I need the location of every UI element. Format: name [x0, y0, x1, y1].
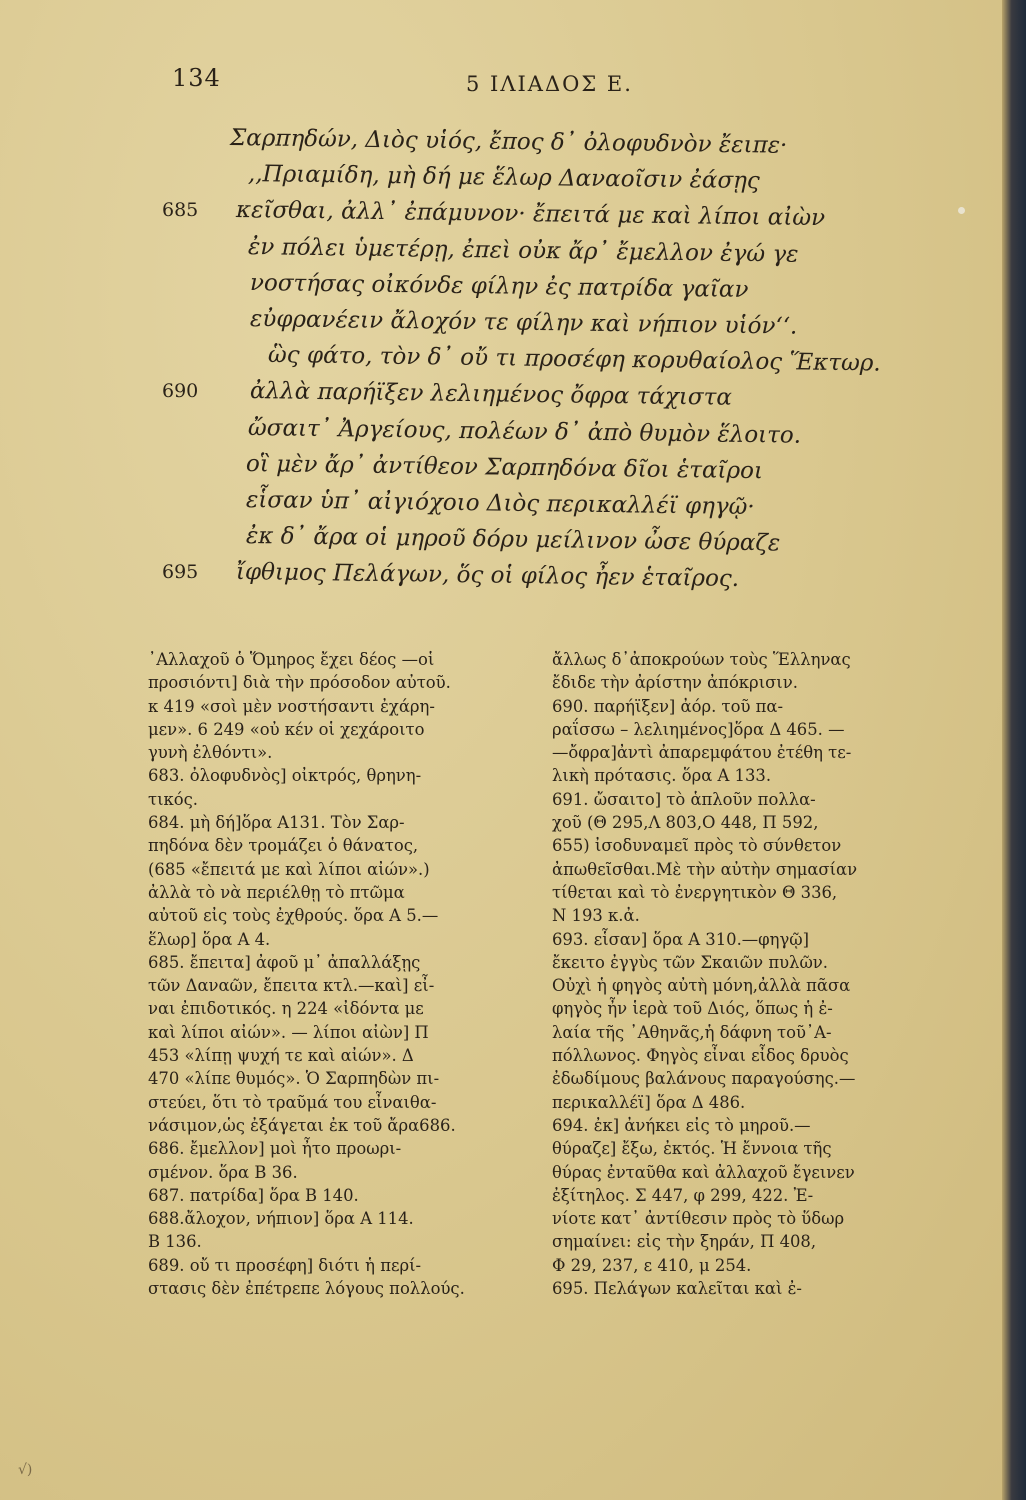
verse-line-number: 690 — [162, 380, 199, 403]
page-number: 134 — [172, 64, 221, 92]
commentary-line: τίθεται καὶ τὸ ἐνεργητικὸν Θ 336, — [552, 882, 838, 902]
commentary-line: Φ 29, 237, ε 410, μ 254. — [552, 1255, 752, 1275]
commentary-line: λαία τῆς ᾿Αθηνᾶς,ἡ δάφνη τοῦ᾿Α- — [552, 1022, 832, 1042]
verse-line: κεῖσθαι, ἀλλ᾽ ἐπάμυνον· ἔπειτά με καὶ λίποι αἰὼν — [235, 197, 826, 232]
commentary-line: 691. ὤσαιτο] τὸ ἁπλοῦν πολλα- — [552, 789, 816, 809]
commentary-line: (685 «ἔπειτά με καὶ λίποι αἰών».) — [148, 859, 430, 879]
commentary-line: ἔκειτο ἐγγὺς τῶν Σκαιῶν πυλῶν. — [552, 952, 828, 972]
commentary-line: τικός. — [148, 789, 198, 809]
commentary-line: ἄλλως δ᾽ἀποκρούων τοὺς Ἕλληνας — [552, 650, 851, 669]
commentary-line: μεν». 6 249 «οὐ κέν οἱ χεχάροιτο — [148, 719, 425, 739]
commentary-line: 689. οὔ τι προσέφη] διότι ἡ περί- — [148, 1255, 422, 1275]
commentary-line: τῶν Δαναῶν, ἔπειτα κτλ.—καὶ] εἶ- — [148, 976, 435, 996]
margin-mark: √) — [18, 1462, 33, 1478]
commentary-line: 693. εἷσαν] ὅρα Α 310.—φηγῷ] — [552, 929, 810, 949]
commentary-line: περικαλλέϊ] ὅρα Δ 486. — [552, 1092, 746, 1112]
commentary-right-column — [552, 648, 902, 1300]
commentary-line: ἀλλὰ τὸ νὰ περιέλθῃ τὸ πτῶμα — [148, 882, 405, 902]
commentary-line: 470 «λίπε θυμός». Ὁ Σαρπηδὼν πι- — [148, 1069, 440, 1089]
verse-line: Σαρπηδών, Διὸς υἱός, ἔπος δ᾽ ὀλοφυδνὸν ἔειπε· — [229, 125, 788, 159]
verse-line-number: 695 — [162, 561, 199, 584]
verse-line: νοστήσας οἰκόνδε φίλην ἐς πατρίδα γαῖαν — [249, 269, 749, 303]
verse-line: εὐφρανέειν ἄλοχόν τε φίλην καὶ νήπιον υἱόν‘‘. — [249, 306, 798, 340]
commentary-line: 694. ἐκ] ἀνήκει εἰς τὸ μηροῦ.— — [552, 1115, 811, 1135]
verse-line: ὤσαιτ᾽ Ἀργείους, πολέων δ᾽ ἀπὸ θυμὸν ἕλοιτο. — [247, 414, 802, 449]
commentary-line: ἐδωδίμους βαλάνους παραγούσης.— — [552, 1069, 856, 1089]
commentary-line: σμένον. ὅρα Β 36. — [148, 1162, 298, 1182]
verse-line: ἐν πόλει ὑμετέρῃ, ἐπεὶ οὐκ ἄρ᾽ ἔμελλον ἐγώ γε — [247, 233, 799, 268]
commentary-line: 655) ἰσοδυναμεῖ πρὸς τὸ σύνθετον — [552, 836, 842, 856]
commentary-left-column — [148, 648, 538, 1300]
commentary-line: σημαίνει: εἰς τὴν ξηράν, Π 408, — [552, 1232, 817, 1252]
verse-line: εἷσαν ὑπ᾽ αἰγιόχοιο Διὸς περικαλλέϊ φηγῷ· — [245, 487, 755, 521]
commentary-line: 688.ἄλοχον, νήπιον] ὅρα Α 114. — [148, 1209, 414, 1229]
commentary-line: ναι ἐπιδοτικός. η 224 «ἰδόντα με — [148, 999, 424, 1019]
running-title: 5 ΙΛΙΑΔΟΣ Ε. — [466, 72, 633, 96]
commentary-line: 684. μὴ δή]ὅρα Α131. Τὸν Σαρ- — [148, 813, 405, 833]
commentary-line: γυνὴ ἐλθόντι». — [148, 743, 273, 763]
commentary-line: στασις δὲν ἐπέτρεπε λόγους πολλούς. — [148, 1279, 465, 1299]
commentary-line: πηδόνα δὲν τρομάζει ὁ θάνατος, — [148, 836, 419, 856]
verse-line: ,,Πριαμίδη, μὴ δή με ἕλωρ Δαναοῖσιν ἐάσῃς — [247, 161, 760, 195]
commentary-line: ἐξίτηλος. Σ 447, φ 299, 422. Ἐ- — [552, 1185, 814, 1205]
verse-line: ἀλλὰ παρήϊξεν λελιημένος ὄφρα τάχιστα — [249, 378, 733, 412]
commentary-line: νίοτε κατ᾽ ἀντίθεσιν πρὸς τὸ ὕδωρ — [552, 1209, 845, 1229]
commentary-line: 687. πατρίδα] ὅρα Β 140. — [148, 1185, 359, 1205]
verse-line: οἳ μὲν ἄρ᾽ ἀντίθεον Σαρπηδόνα δῖοι ἑταῖροι — [245, 450, 764, 485]
commentary-line: αὐτοῦ εἰς τοὺς ἐχθρούς. ὅρα Α 5.— — [148, 906, 439, 926]
commentary-line: ἕλωρ] ὅρα Α 4. — [148, 929, 271, 949]
commentary-line: λικὴ πρότασις. ὅρα Α 133. — [552, 766, 772, 786]
commentary-line: 685. ἔπειτα] ἀφοῦ μ᾽ ἀπαλλάξῃς — [148, 952, 421, 972]
commentary-line: θύρας ἐνταῦθα καὶ ἀλλαχοῦ ἔγεινεν — [552, 1162, 855, 1182]
commentary-line: προσιόντι] διὰ τὴν πρόσοδον αὐτοῦ. — [148, 673, 451, 693]
commentary-line: πόλλωνος. Φηγὸς εἶναι εἶδος δρυὸς — [552, 1046, 849, 1066]
commentary-line: στεύει, ὅτι τὸ τραῦμά του εἶναιθα- — [148, 1092, 437, 1112]
paper-blemish — [958, 207, 965, 214]
commentary-line: —ὄφρα]ἀντὶ ἀπαρεμφάτου ἐτέθη τε- — [552, 743, 852, 763]
commentary-line: Ν 193 κ.ἀ. — [552, 906, 640, 926]
commentary-line: 453 «λίπῃ ψυχή τε καὶ αἰών». Δ — [148, 1046, 414, 1066]
verse-line: ὣς φάτο, τὸν δ᾽ οὔ τι προσέφη κορυθαίολος Ἕκτωρ. — [267, 342, 881, 377]
commentary-line: καὶ λίποι αἰών». — λίποι αἰὼν] Π — [148, 1022, 429, 1042]
commentary-line: 695. Πελάγων καλεῖται καὶ ἐ- — [552, 1279, 802, 1299]
commentary-line: χοῦ (Θ 295,Λ 803,Ο 448, Π 592, — [552, 813, 819, 833]
page-header — [0, 64, 1002, 104]
verse-line: ἐκ δ᾽ ἄρα οἱ μηροῦ δόρυ μείλινον ὦσε θύραζε — [245, 523, 781, 557]
commentary-line: 690. παρήϊξεν] ἀόρ. τοῦ πα- — [552, 696, 783, 716]
commentary-line: Β 136. — [148, 1232, 202, 1252]
commentary-line: ᾿Αλλαχοῦ ὁ Ὅμηρος ἔχει δέος —οἱ — [148, 650, 435, 669]
commentary-line: 683. ὀλοφυδνὸς] οἰκτρός, θρηνη- — [148, 766, 422, 786]
book-edge — [1002, 0, 1026, 1500]
commentary-line: φηγὸς ἦν ἱερὰ τοῦ Διός, ὅπως ἡ ἐ- — [552, 999, 833, 1019]
commentary-line: ἀπωθεῖσθαι.Μὲ τὴν αὐτὴν σημασίαν — [552, 859, 858, 879]
verse-line-number: 685 — [162, 199, 199, 222]
commentary-line: ἔδιδε τὴν ἀρίστην ἀπόκρισιν. — [552, 673, 798, 693]
commentary-line: ραΐσσω – λελιημένος]ὅρα Δ 465. — — [552, 719, 845, 739]
verse-line: ἴφθιμος Πελάγων, ὅς οἱ φίλος ἦεν ἑταῖρος. — [235, 559, 740, 593]
commentary-line: 686. ἔμελλον] μοὶ ἦτο προωρι- — [148, 1139, 402, 1159]
commentary-line: νάσιμον,ὡς ἐξάγεται ἐκ τοῦ ἄρα686. — [148, 1115, 456, 1135]
commentary-line: κ 419 «σοὶ μὲν νοστήσαντι ἐχάρη- — [148, 696, 435, 716]
commentary-line: θύραζε] ἔξω, ἐκτός. Ἡ ἔννοια τῆς — [552, 1139, 832, 1159]
commentary-line: Οὐχὶ ἡ φηγὸς αὐτὴ μόνη,ἀλλὰ πᾶσα — [552, 976, 851, 996]
